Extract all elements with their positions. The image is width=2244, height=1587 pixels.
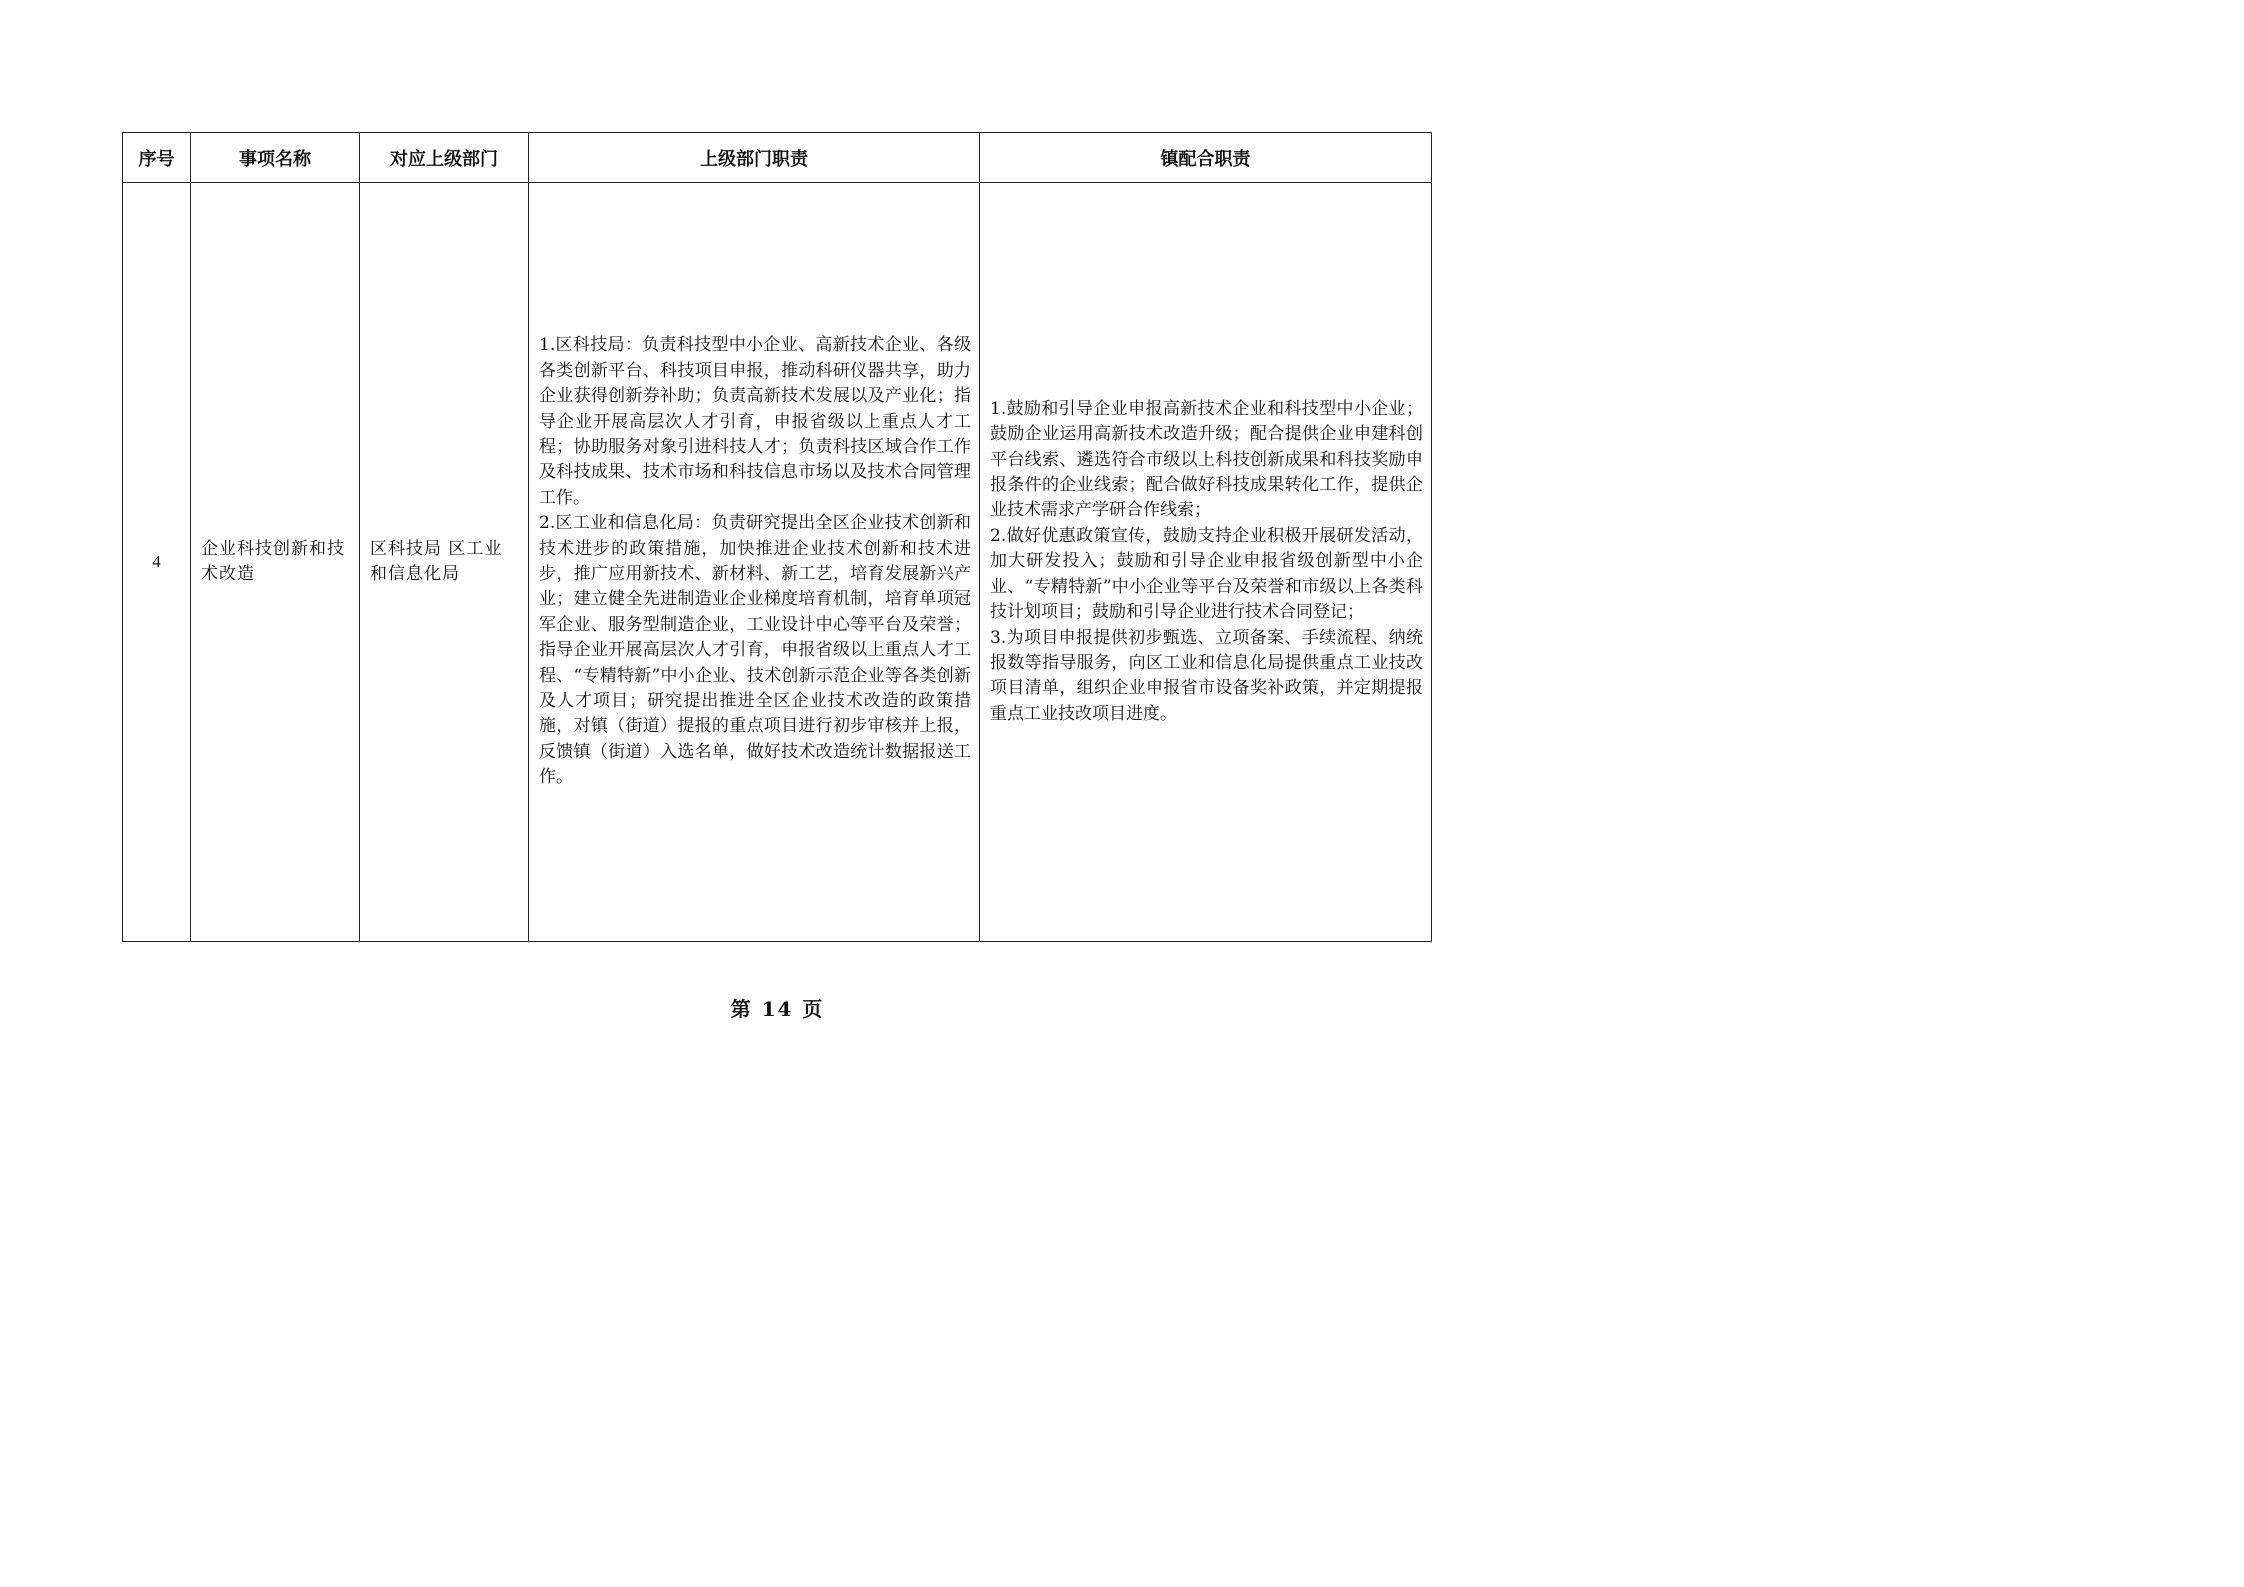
header-superior-duties: 上级部门职责 [529,133,980,183]
superior-duty-paragraph: 2.区工业和信息化局：负责研究提出全区企业技术创新和技术进步的政策措施，加快推进企业技术创新和技术进步，推广应用新技术、新材料、新工艺，培育发展新兴产业；建立健全先进制造业企业梯度培育机制，培育单项冠军企业、服务型制造企业，工业设计中心等平台及荣誉；指导企业开展高层次人才引育，申报省级以上重点人才工程、“专精特新”中小企业、技术创新示范企业等各类创新及人才项目；研究提出推进全区企业技术改造的政策措施，对镇（街道）提报的重点项目进行初步审核并上报，反馈镇（街道）入选名单，做好技术改造统计数据报送工作。 [539,513,971,788]
table-header-row [123,133,1432,183]
header-superior-department: 对应上级部门 [360,133,529,183]
header-serial-number: 序号 [123,133,191,183]
page-number: 第 14 页 [730,997,825,1021]
superior-duty-paragraph: 1.区科技局：负责科技型中小企业、高新技术企业、各级各类创新平台、科技项目申报，推动科研仪器共享，助力企业获得创新券补助；负责高新技术发展以及产业化；指导企业开展高层次人才引育，申报省级以上重点人才工程；协助服务对象引进科技人才；负责科技区域合作工作及科技成果、技术市场和科技信息市场以及技术合同管理工作。 [539,335,971,508]
header-town-duties: 镇配合职责 [980,133,1432,183]
duty-table-container [122,132,1431,942]
duty-table [122,132,1432,942]
row-serial-number: 4 [123,183,191,942]
table-row [123,183,1432,942]
row-superior-duties [529,183,980,942]
row-town-duties [980,183,1432,942]
header-item-name: 事项名称 [191,133,360,183]
row-superior-department: 区科技局 区工业和信息化局 [360,183,529,942]
town-duty-paragraph: 1.鼓励和引导企业申报高新技术企业和科技型中小企业；鼓励企业运用高新技术改造升级；配合提供企业申建科创平台线索、遴选符合市级以上科技创新成果和科技奖励申报条件的企业线索；配合做好科技成果转化工作，提供企业技术需求产学研合作线索； [990,398,1423,521]
row-item-name: 企业科技创新和技术改造 [191,183,360,942]
town-duty-paragraph: 3.为项目申报提供初步甄选、立项备案、手续流程、纳统报数等指导服务，向区工业和信息化局提供重点工业技改项目清单，组织企业申报省市设备奖补政策，并定期提报重点工业技改项目进度。 [990,627,1423,724]
town-duty-paragraph: 2.做好优惠政策宣传，鼓励支持企业积极开展研发活动，加大研发投入；鼓励和引导企业申报省级创新型中小企业、“专精特新”中小企业等平台及荣誉和市级以上各类科技计划项目；鼓励和引导企业进行技术合同登记； [990,525,1423,623]
